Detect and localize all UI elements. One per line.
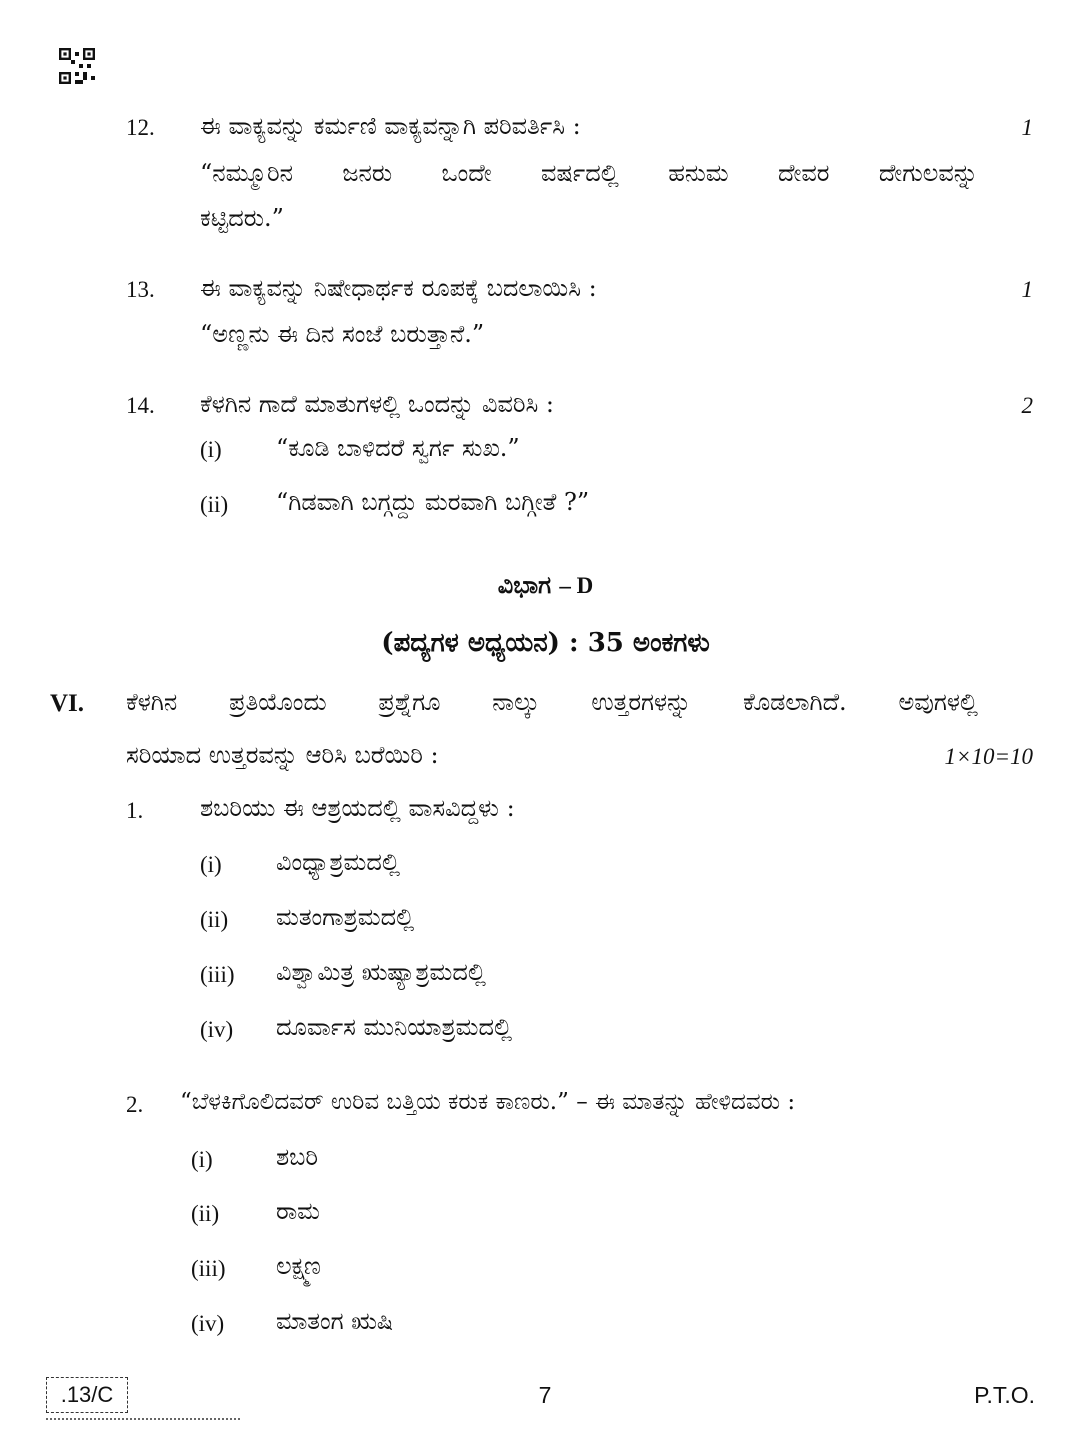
section-title-main: ವಿಭಾಗ <box>497 570 552 599</box>
question-12-prompt: ಈ ವಾಕ್ಯವನ್ನು ಕರ್ಮಣಿ ವಾಕ್ಯವನ್ನಾಗಿ ಪರಿವರ್ತಿಸಿ : <box>200 112 581 140</box>
question-12-sentence-line-1: “ನಮ್ಮೂರಿನ ಜನರು ಒಂದೇ ವರ್ಷದಲ್ಲಿ ಹನುಮ ದೇವರ ದೇಗುಲವನ್ನು <box>200 159 978 187</box>
please-turn-over: P.T.O. <box>974 1382 1035 1408</box>
question-12-sentence-line-2: ಕಟ್ಟಿದರು.” <box>200 204 284 232</box>
question-13-prompt: ಈ ವಾಕ್ಯವನ್ನು ನಿಷೇಧಾರ್ಥಕ ರೂಪಕ್ಕೆ ಬದಲಾಯಿಸಿ : <box>200 274 597 302</box>
mcq-1-option-label: (iii) <box>200 962 235 987</box>
question-14-prompt: ಕೆಳಗಿನ ಗಾದೆ ಮಾತುಗಳಲ್ಲಿ ಒಂದನ್ನು ವಿವರಿಸಿ : <box>200 390 555 418</box>
question-12-marks: 1 <box>1021 115 1033 140</box>
question-14-option-text: “ಕೂಡಿ ಬಾಳಿದರೆ ಸ್ವರ್ಗ ಸುಖ.” <box>276 434 520 462</box>
mcq-2-option-text: ಲಕ್ಷ್ಮಣ <box>276 1252 321 1280</box>
qr-code-icon <box>59 48 95 84</box>
question-14-marks: 2 <box>1021 393 1033 418</box>
question-13-sentence: “ಅಣ್ಣನು ಈ ದಿನ ಸಂಜೆ ಬರುತ್ತಾನೆ.” <box>200 320 485 348</box>
mcq-2-option-label: (iv) <box>191 1311 225 1336</box>
question-13-number: 13. <box>126 277 155 302</box>
mcq-1-option-text: ಮತಂಗಾಶ್ರಮದಲ್ಲಿ <box>276 903 415 931</box>
mcq-1-option-text: ವಿಂಧ್ಯಾಶ್ರಮದಲ್ಲಿ <box>276 848 401 876</box>
mcq-2-option-text: ಮಾತಂಗ ಋಷಿ <box>276 1307 394 1335</box>
mcq-1-option-label: (ii) <box>200 907 229 932</box>
mcq-1-number: 1. <box>126 798 144 823</box>
instruction-marks: 1×10=10 <box>944 744 1033 769</box>
mcq-2-option-label: (iii) <box>191 1256 226 1281</box>
instruction-line-1: ಕೆಳಗಿನ ಪ್ರತಿಯೊಂದು ಪ್ರಶ್ನೆಗೂ ನಾಲ್ಕು ಉತ್ತರಗಳನ್ನು ಕೊಡಲಾಗಿದೆ. ಅವುಗಳಲ್ಲಿ <box>126 688 978 716</box>
section-subtitle-rest: : 35 ಅಂಕಗಳು <box>569 628 710 658</box>
question-14-number: 14. <box>126 393 155 418</box>
instruction-number: VI. <box>50 690 85 717</box>
section-subtitle <box>0 628 1091 658</box>
mcq-1-prompt: ಶಬರಿಯು ಈ ಆಶ್ರಯದಲ್ಲಿ ವಾಸವಿದ್ದಳು : <box>200 794 515 822</box>
mcq-1-option-label: (iv) <box>200 1017 234 1042</box>
page-number: 7 <box>538 1382 552 1408</box>
mcq-2-prompt: “ಬೆಳಕಿಗೊಲಿದವರ್ ಉರಿವ ಬತ್ತಿಯ ಕರುಕ ಕಾಣರು.” – ಈ ಮಾತನ್ನು ಹೇಳಿದವರು : <box>180 1089 796 1115</box>
section-title-letter: – D <box>559 573 594 598</box>
paper-code: .13/C <box>46 1377 128 1413</box>
mcq-2-option-label: (i) <box>191 1147 213 1172</box>
question-14-option-label: (ii) <box>200 492 229 517</box>
question-13-marks: 1 <box>1021 277 1033 302</box>
mcq-2-option-text: ಶಬರಿ <box>276 1143 319 1171</box>
footer-divider <box>46 1418 240 1420</box>
mcq-1-option-label: (i) <box>200 852 222 877</box>
mcq-1-option-text: ದೂರ್ವಾಸ ಮುನಿಯಾಶ್ರಮದಲ್ಲಿ <box>276 1013 513 1041</box>
section-subtitle-open: (ಪದ್ಯಗಳ ಅಧ್ಯಯನ) <box>381 628 560 658</box>
mcq-2-option-label: (ii) <box>191 1201 220 1226</box>
question-14-option-text: “ಗಿಡವಾಗಿ ಬಗ್ಗದ್ದು ಮರವಾಗಿ ಬಗ್ಗೀತೆ ?” <box>276 488 590 516</box>
question-12-number: 12. <box>126 115 155 140</box>
mcq-2-number: 2. <box>126 1092 144 1117</box>
mcq-2-option-text: ರಾಮ <box>276 1197 320 1225</box>
section-title <box>0 570 1091 601</box>
question-14-option-label: (i) <box>200 437 222 462</box>
instruction-line-2: ಸರಿಯಾದ ಉತ್ತರವನ್ನು ಆರಿಸಿ ಬರೆಯಿರಿ : <box>126 741 439 769</box>
mcq-1-option-text: ವಿಶ್ವಾಮಿತ್ರ ಋಷ್ಯಾಶ್ರಮದಲ್ಲಿ <box>276 958 486 986</box>
